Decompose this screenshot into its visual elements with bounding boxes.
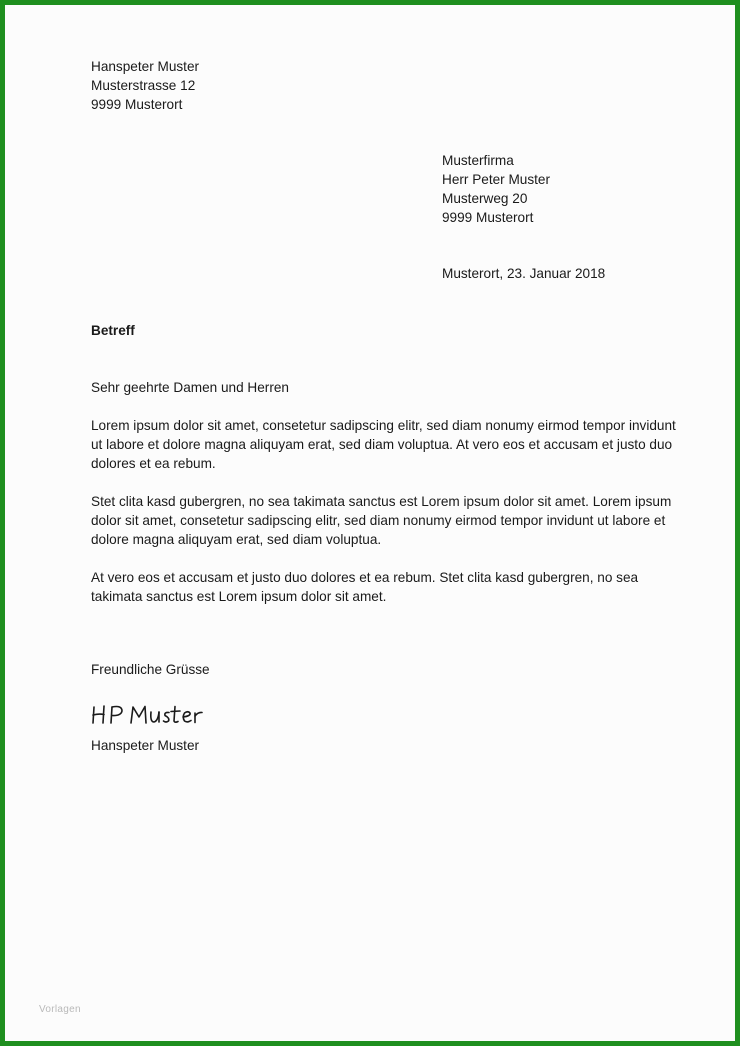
signature-name: Hanspeter Muster	[91, 738, 200, 753]
watermark-text: Vorlagen	[39, 1004, 81, 1015]
recipient-address	[442, 151, 550, 227]
letter-salutation: Sehr geehrte Damen und Herren	[91, 380, 289, 395]
body-paragraph-2: Stet clita kasd gubergren, no sea takimata sanctus est Lorem ipsum dolor sit amet. Lorem ipsum dolor sit amet, consetetur sadipscing elitr, sed diam nonumy eirmod tempor invidunt ut labore et dolore magna aliquyam erat, sed diam voluptua.	[91, 494, 672, 547]
recipient-person: Herr Peter Muster	[442, 172, 551, 187]
sender-street: Musterstrasse 12	[91, 78, 196, 93]
recipient-company: Musterfirma	[442, 153, 514, 168]
letter-subject: Betreff	[91, 323, 135, 338]
sender-city: 9999 Musterort	[91, 97, 183, 112]
body-paragraph-1: Lorem ipsum dolor sit amet, consetetur sadipscing elitr, sed diam nonumy eirmod tempor invidunt ut labore et dolore magna aliquyam erat, sed diam voluptua. At vero eos et accusam et justo duo dolores et ea rebum.	[91, 418, 676, 471]
sender-name: Hanspeter Muster	[91, 59, 200, 74]
recipient-city: 9999 Musterort	[442, 210, 534, 225]
letter-date: Musterort, 23. Januar 2018	[442, 266, 606, 281]
body-paragraph-3: At vero eos et accusam et justo duo dolores et ea rebum. Stet clita kasd gubergren, no sea takimata sanctus est Lorem ipsum dolor sit amet.	[91, 570, 639, 604]
handwritten-signature	[91, 698, 211, 728]
letter-closing: Freundliche Grüsse	[91, 662, 210, 677]
recipient-street: Musterweg 20	[442, 191, 528, 206]
sender-address	[91, 57, 199, 114]
